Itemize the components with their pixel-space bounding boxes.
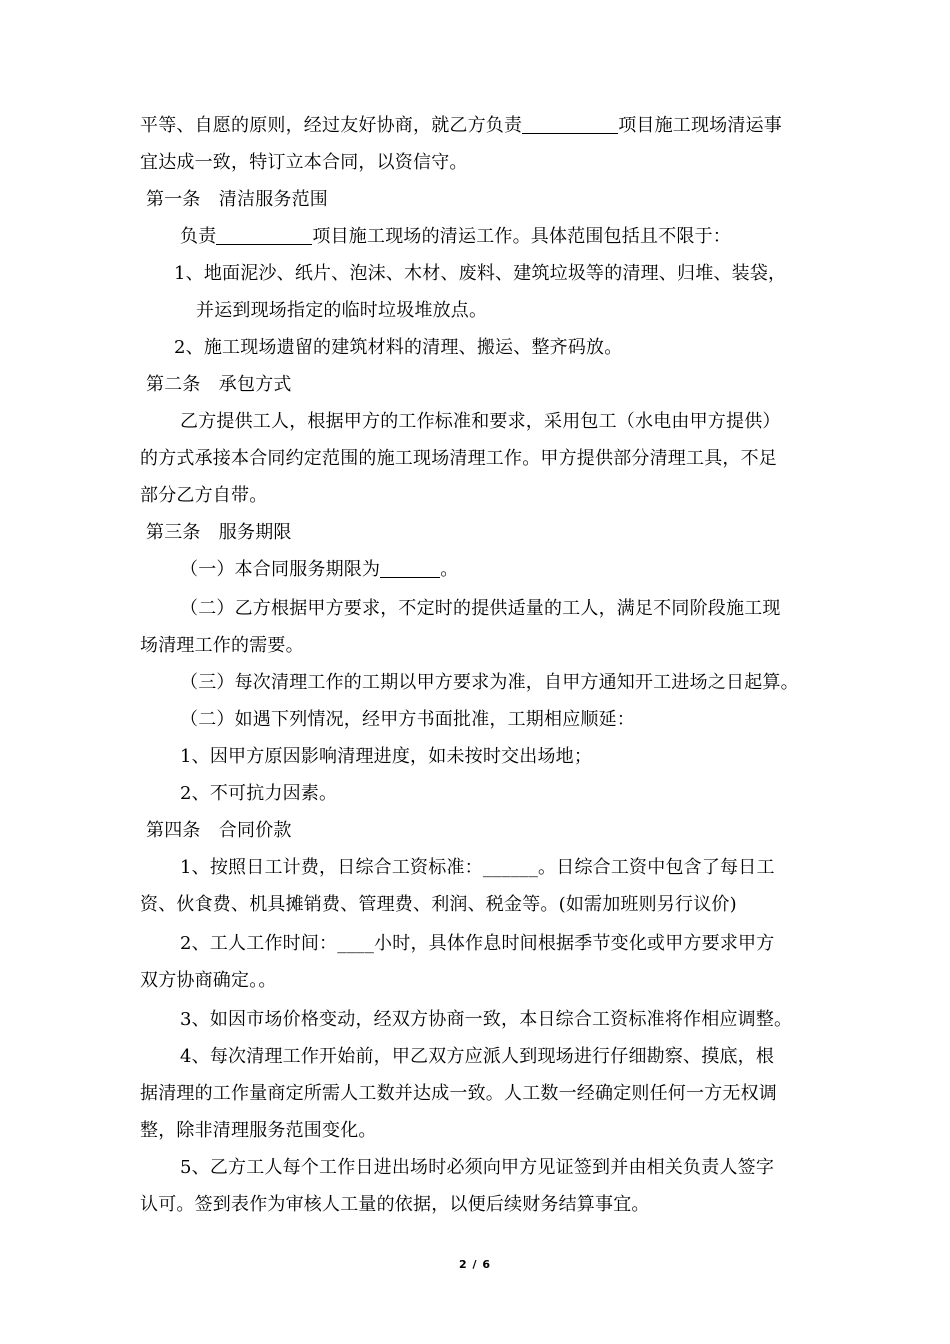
paragraph-line: 据清理的工作量商定所需人工数并达成一致。人工数一经确定则任何一方无权调: [140, 1083, 777, 1104]
paragraph-line: （三）每次清理工作的工期以甲方要求为准，自甲方通知开工进场之日起算。: [180, 672, 799, 693]
paragraph-line: 双方协商确定。。: [140, 970, 277, 991]
article-title: 第一条 清洁服务范围: [146, 189, 328, 210]
article-title: 第四条 合同价款: [146, 820, 292, 841]
paragraph-line: 2、工人工作时间：____小时，具体作息时间根据季节变化或甲方要求甲方: [180, 933, 775, 954]
list-item: 2、施工现场遗留的建筑材料的清理、搬运、整齐码放。: [174, 337, 623, 358]
list-item: 1、地面泥沙、纸片、泡沫、木材、废料、建筑垃圾等的清理、归堆、装袋，: [174, 263, 787, 284]
paragraph-line: （二）如遇下列情况，经甲方书面批准，工期相应顺延：: [180, 709, 635, 730]
paragraph-line: 3、如因市场价格变动，经双方协商一致，本日综合工资标准将作相应调整。: [180, 1009, 793, 1030]
paragraph-line: 4、每次清理工作开始前，甲乙双方应派人到现场进行仔细勘察、摸底，根: [180, 1046, 775, 1067]
paragraph-line: 资、伙食费、机具摊销费、管理费、利润、税金等。(如需加班则另行议价): [140, 894, 737, 915]
blank-field: [522, 115, 618, 134]
paragraph-line: 整，除非清理服务范围变化。: [140, 1120, 377, 1141]
blank-field: [216, 226, 312, 245]
list-item-continuation: 并运到现场指定的临时垃圾堆放点。: [196, 300, 488, 321]
paragraph-line: 场清理工作的需要。: [140, 635, 304, 656]
list-item: 1、因甲方原因影响清理进度，如未按时交出场地；: [180, 746, 593, 767]
page-number: 2 / 6: [459, 1258, 491, 1271]
blank-field: [380, 559, 440, 578]
paragraph-line: 平等、自愿的原则，经过友好协商，就乙方负责 项目施工现场清运事: [140, 115, 783, 136]
paragraph-line: 1、按照日工计费，日综合工资标准：______。日综合工资中包含了每日工: [180, 857, 775, 878]
paragraph-line: （二）乙方根据甲方要求，不定时的提供适量的工人，满足不同阶段施工现: [180, 598, 781, 619]
paragraph-line: 负责 项目施工现场的清运工作。具体范围包括且不限于：: [180, 226, 732, 247]
paragraph-line: 的方式承接本合同约定范围的施工现场清理工作。甲方提供部分清理工具，不足: [140, 448, 777, 469]
paragraph-line: 部分乙方自带。: [140, 485, 268, 506]
list-item: 2、不可抗力因素。: [180, 783, 338, 804]
paragraph-line: 乙方提供工人，根据甲方的工作标准和要求，采用包工（水电由甲方提供）: [180, 411, 781, 432]
paragraph-line: 5、乙方工人每个工作日进出场时必须向甲方见证签到并由相关负责人签字: [180, 1157, 775, 1178]
paragraph-line: 认可。签到表作为审核人工量的依据，以便后续财务结算事宜。: [140, 1194, 650, 1215]
article-title: 第二条 承包方式: [146, 374, 292, 395]
paragraph-line: （一）本合同服务期限为 。: [180, 559, 459, 580]
article-title: 第三条 服务期限: [146, 522, 292, 543]
paragraph-line: 宜达成一致，特订立本合同，以资信守。: [140, 152, 468, 173]
